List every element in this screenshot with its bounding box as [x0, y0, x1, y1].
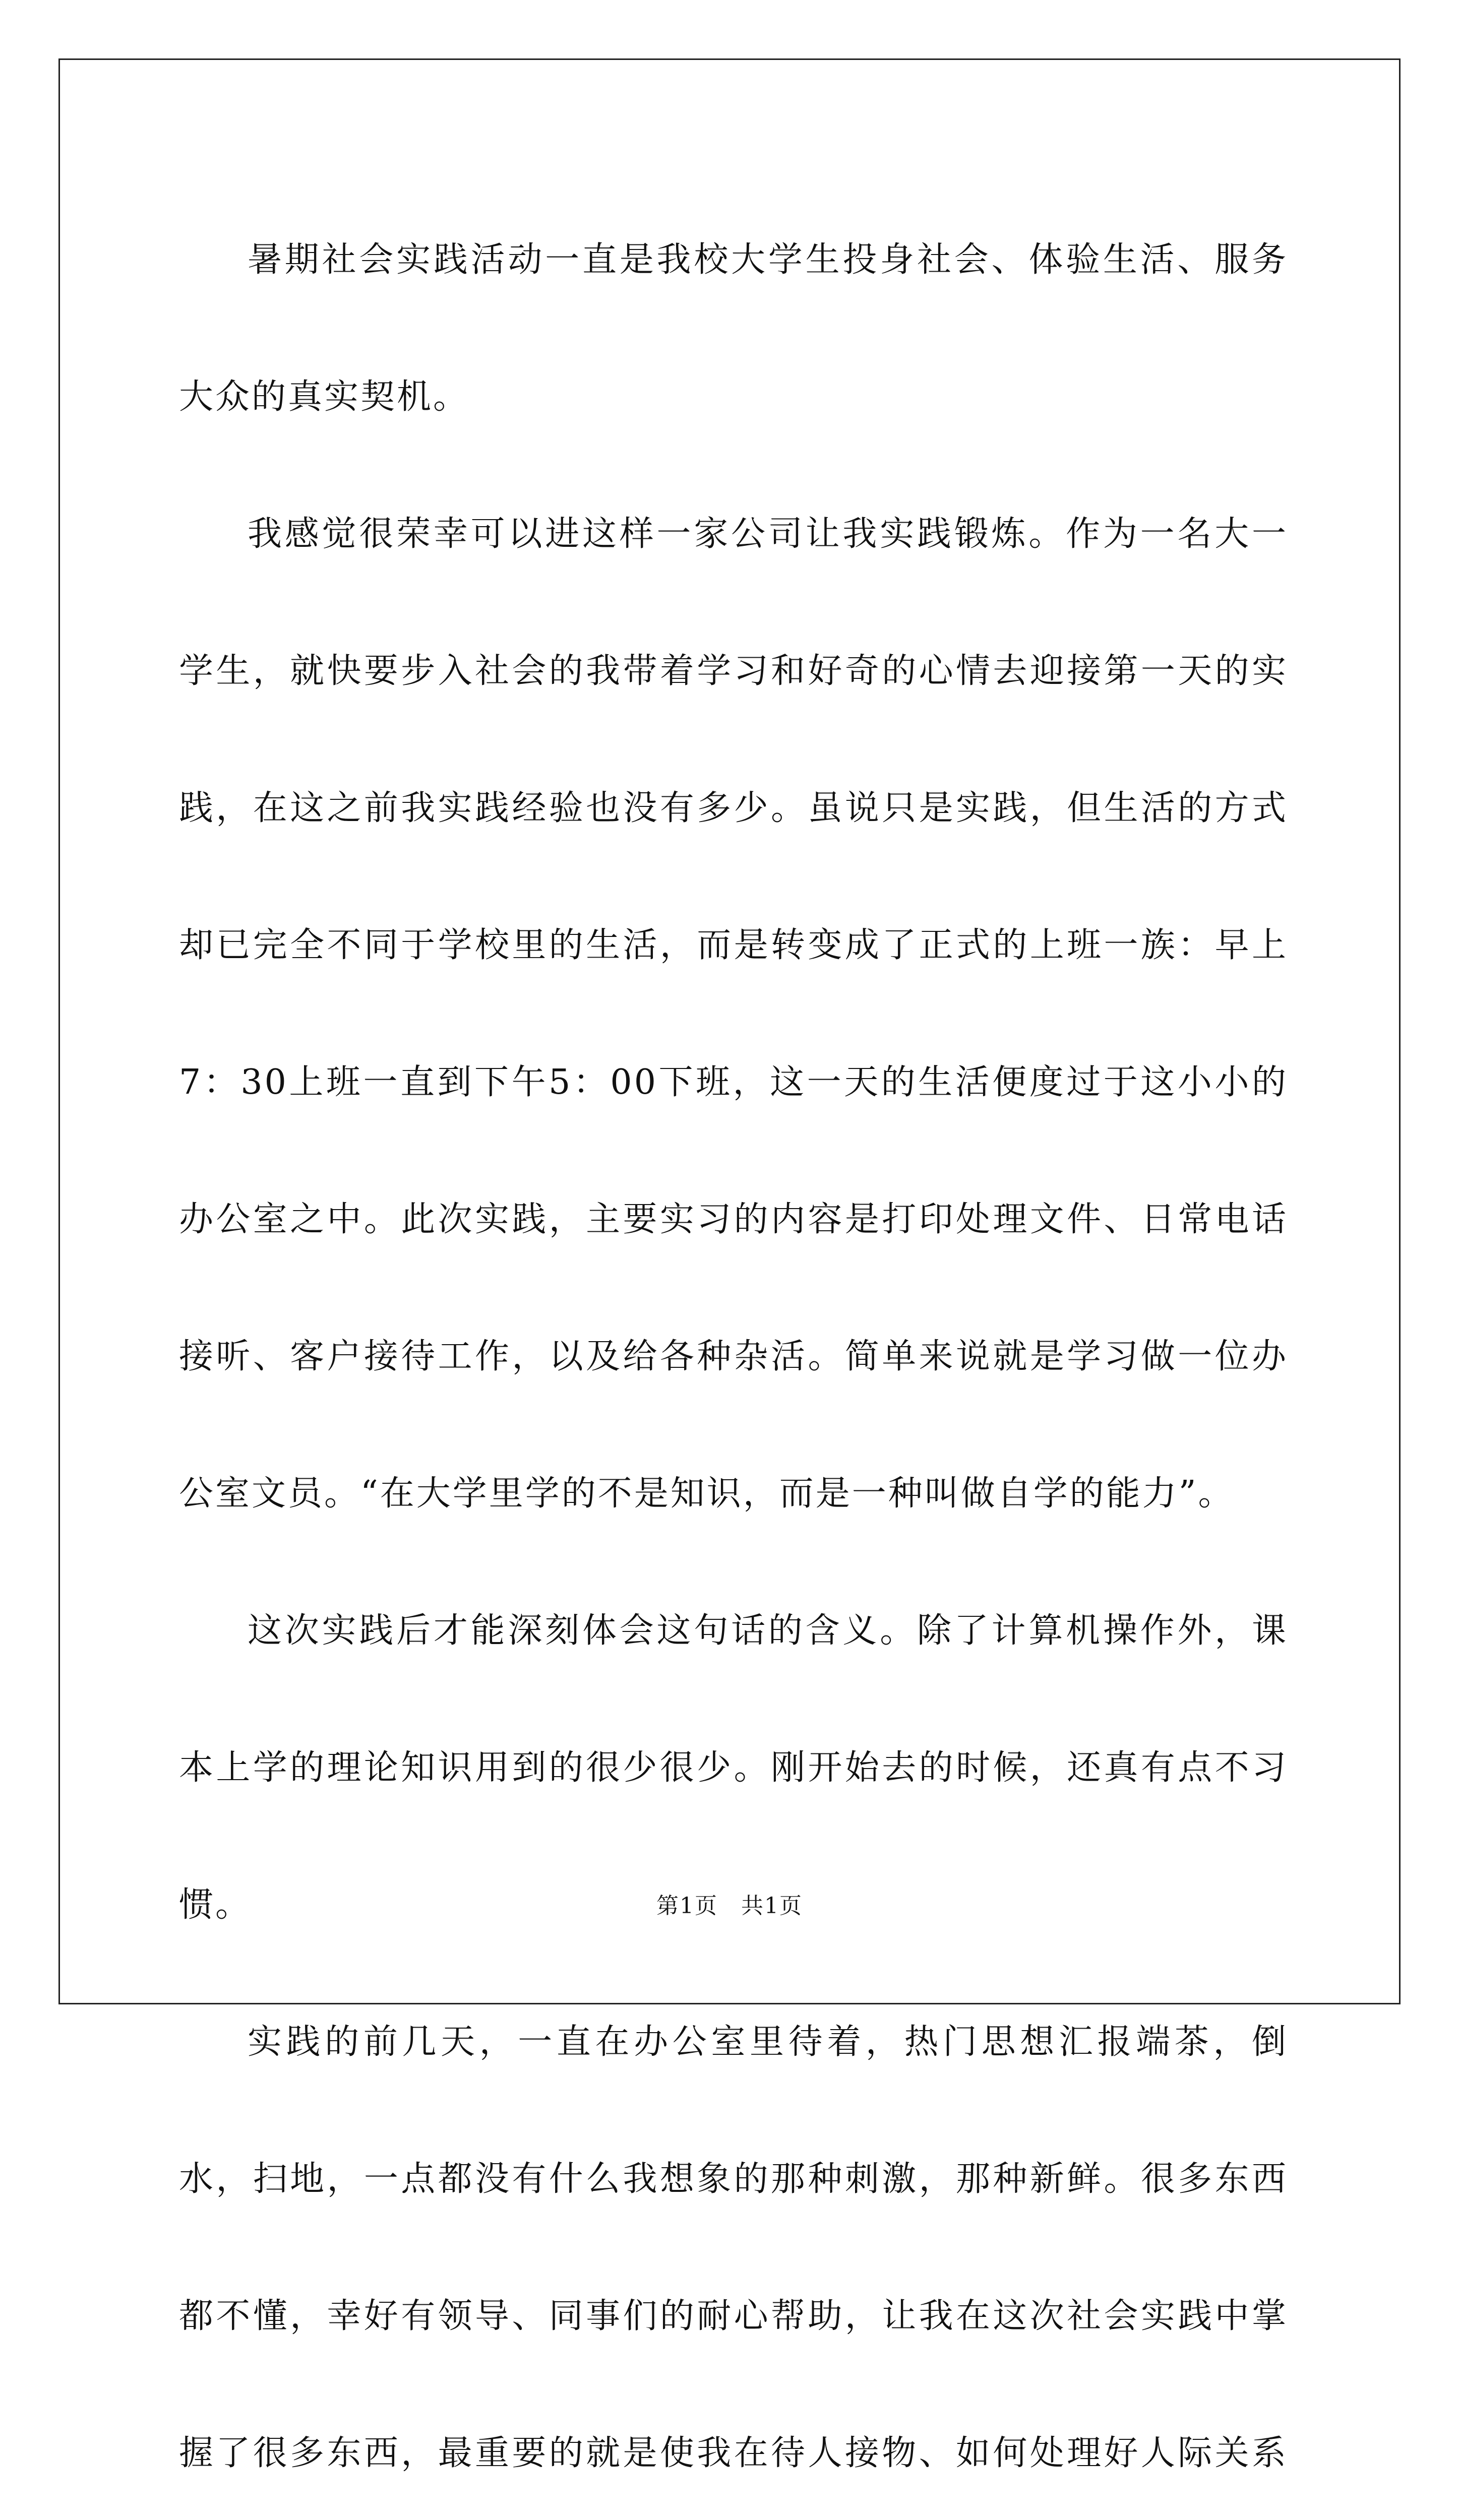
paragraph-2: 我感觉很荣幸可以进这样一家公司让我实践锻炼。作为一名大一学生，就快要步入社会的我带着学习和好奇的心情去迎接第一天的实践，在这之前我实践经验也没有多少。虽说只是实践，但生活的方式却已完全不同于学校里的生活，而是转变成了正式的上班一族：早上7：30上班一直到下午5：00下班，这一天的生活便度过于这小小的办公室之中。此次实践，主要实习的内容是打印处理文件、日常电话接听、客户接待工作，以及给各种杂活。简单来说就是学习做一位办公室文员。“在大学里学的不是知识，而是一种叫做自学的能力”。: [179, 514, 1288, 1514]
paragraph-4: 实践的前几天，一直在办公室里待着，热门思想汇报端茶，倒水，扫地，一点都没有什么我想象的那种刺激，那种新鲜。很多东西都不懂，幸好有领导、同事们的耐心帮助，让我在这次社会实践中掌握了很多东西，最重要的就是使我在待人接物、如何处理好人际关系: [179, 2022, 1288, 2473]
paragraph-1: 暑期社会实践活动一直是我校大学生投身社会、体验生活、服务大众的真实契机。: [179, 240, 1288, 417]
page-number-footer: 第1页 共1页: [656, 1893, 803, 1919]
document-body: [179, 192, 1288, 2520]
paragraph-3: 这次实践后才能深刻体会这句话的含义。除了计算机操作外，课本上学的理论知识用到的很少很少。刚开始去的时候，还真有点不习惯。: [179, 1611, 1288, 1925]
